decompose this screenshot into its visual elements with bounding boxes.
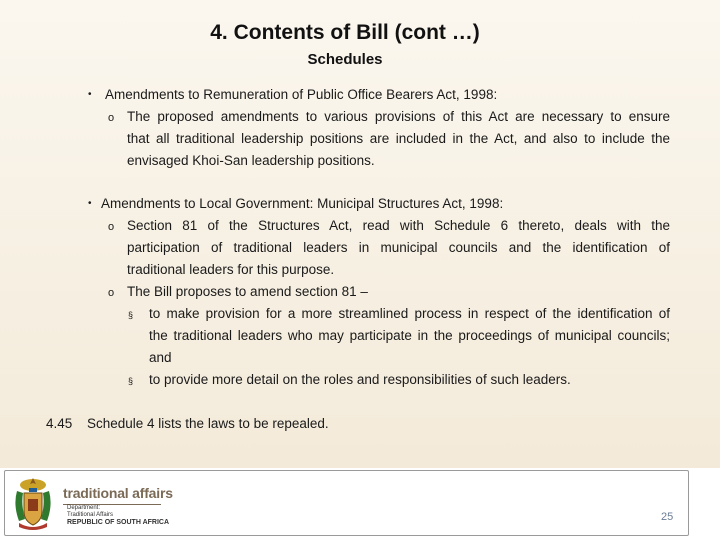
bullet-1-text: Amendments to Remuneration of Public Office Bearers Act, 1998: [105, 87, 498, 102]
sub-item-2-line-1: to provide more detail on the roles and responsibilities of such leaders. [149, 372, 571, 387]
square-bullet-icon: § [128, 310, 134, 320]
paragraph-number: 4.45 [46, 416, 73, 431]
footer [0, 468, 720, 540]
slide-title: 4. Contents of Bill (cont …) [210, 21, 480, 44]
bullet-2-sub-2-text: The Bill proposes to amend section 81 – [127, 284, 368, 299]
bullet-1-sub-line-3: envisaged Khoi-San leadership positions. [127, 153, 375, 168]
republic-label: REPUBLIC OF SOUTH AFRICA [67, 519, 170, 526]
department-name: traditional affairs [63, 485, 173, 501]
department-subtitle [67, 505, 113, 519]
slide-subtitle: Schedules [307, 51, 383, 68]
page-number: 25 [661, 511, 674, 523]
sub-bullet-marker: o [108, 287, 115, 299]
bullet-2-text: Amendments to Local Government: Municipal Structures Act, 1998: [101, 196, 504, 211]
bullet-2-sub-1-line-3: traditional leaders for this purpose. [127, 262, 335, 277]
bullet-marker: • [88, 89, 92, 100]
square-bullet-icon: § [128, 376, 134, 386]
bullet-marker: • [88, 198, 92, 209]
bullet-1-sub-line-1: The proposed amendments to various provisions of this Act are necessary to ensure [127, 109, 670, 124]
bullet-1-sub-line-2: that all traditional leadership positions are included in the Act, and also to include the [127, 131, 670, 146]
department-full-name: Traditional Affairs [67, 512, 114, 518]
bullet-2-sub-1-line-1: Section 81 of the Structures Act, read with Schedule 6 thereto, deals with the [127, 218, 670, 233]
sub-bullet-marker: o [108, 112, 115, 124]
footer-box [4, 470, 689, 536]
sub-item-1-line-3: and [149, 350, 172, 365]
sub-item-1-line-2: the traditional leaders who may participate in the proceedings of municipal councils; [149, 328, 670, 343]
paragraph-text: Schedule 4 lists the laws to be repealed. [87, 416, 329, 431]
bullet-2-sub-1-line-2: participation of traditional leaders in municipal councils and the identification of [127, 240, 670, 255]
sub-item-1-line-1: to make provision for a more streamlined process in respect of the identification of [149, 306, 670, 321]
sub-bullet-marker: o [108, 221, 115, 233]
department-label: Department: [67, 505, 101, 511]
coat-of-arms-icon [11, 475, 55, 533]
